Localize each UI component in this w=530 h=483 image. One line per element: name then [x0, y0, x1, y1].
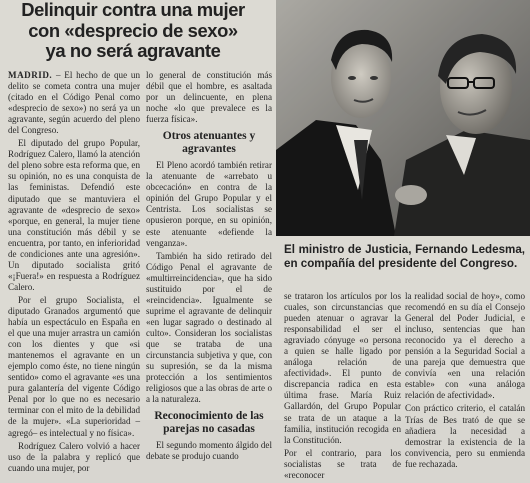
paragraph: También ha sido retirado del Código Penal el agravante de «multirreincidencia», que ha sido sustituido por el de «reincidencia». Igualmente se suprime el agravante de delinquir «en lugar sagrado o destinado al culto». Consideran los socialistas que se trataba de una circunstancia subjetiva y que, con su supresión, se da la misma protección a los sentimientos religiosos que a las obras de arte o a la naturaleza. [146, 250, 272, 405]
subheading: Otros atenuantes y agravantes [162, 130, 256, 156]
lead-paragraph [8, 70, 140, 136]
article-column-4 [405, 291, 525, 472]
article-column-1 [8, 70, 140, 476]
paragraph: se trataron los artículos por los cuales, son circunstancias que pueden atenuar o agravar la responsabilidad el ser el agraviado cónyuge «o persona a quien se halle ligado por análoga relación de afectividad». El punto de discrepancia radica en esta última frase. María Ruiz Gallardón, del Grupo Popular se trata de un ataque a la familia, institución recogida en la Constitución. [284, 291, 401, 445]
paragraph: Con práctico criterio, el catalán Trías de Bes trató de que se añadiera la necesidad a demostrar la existencia de la convivencia, pero su enmienda fue rechazada. [405, 403, 525, 469]
news-photo [276, 0, 530, 236]
photo-caption: El ministro de Justicia, Fernando Ledesma, en compañía del presidente del Congreso. [284, 243, 525, 270]
paragraph: la realidad social de hoy», como recomendó en su día el Consejo General del Poder Judicial, e incluso, sentencias que han reconocido ya el derecho a pensión a la Seguridad Social a una pareja que demuestra que convivía «en una relación estable» con «una análoga relación de afectividad». [405, 291, 525, 401]
headline-line-2: con «desprecio de sexo» [28, 19, 238, 41]
paragraph: Por el grupo Socialista, el diputado Granados argumentó que había un espectáculo en España en el que una mujer arrastra un camión con los dientes y que «si mantenemos el agravante en un ejemplo como éste, no tiene ningún sentido» como el agravante «es una pura galantería del vigente Código Penal por lo que no es necesario terminar con el mito de la debilidad de la mujer». «La superioridad –agregó– es intelectual y no física». [8, 294, 140, 438]
paragraph: El diputado del grupo Popular, Rodríguez Calero, llamó la atención del pleno sobre esta reforma que, en su opinión, no es una conquista de las feministas. Defendió este diputado que se mantuviera el agravante de «desprecio de sexo» «porque, en general, la mujer tiene una constitución más débil y se encuentra, por tanto, en inferioridad de condiciones ante una agresión». Un diputado socialista gritó «¡Fuera!» en respuesta a Rodríguez Calero. [8, 138, 140, 292]
paragraph: Rodríguez Calero volvió a hacer uso de la palabra y replicó que cuando una mujer, por [8, 440, 140, 473]
photo-image [276, 0, 530, 236]
paragraph: El Pleno acordó también retirar la atenuante de «arrebato u obcecación» en contra de la opinión del Grupo Popular y el Centrista. Los socialistas se opusieron porque, en su opinión, este atenuante «defiende la venganza». [146, 160, 272, 248]
paragraph: El segundo momento álgido del debate se produjo cuando [146, 440, 272, 462]
article-column-2 [146, 70, 272, 464]
headline-line-1: Delinquir contra una mujer [21, 0, 245, 20]
article-column-3 [284, 291, 401, 483]
headline-line-3: ya no será agravante [45, 40, 221, 61]
paragraph: lo general de constitución más débil que el hombre, es asaltada por un delincuente, en plena noche «lo que prevalece es la fuerza física». [146, 70, 272, 125]
paragraph: Por el contrario, para los socialistas se trata de «reconocer [284, 447, 401, 480]
subheading: Reconocimiento de las parejas no casadas [154, 410, 264, 436]
lead-text: – El hecho de que un delito se cometa contra una mujer (citado en el Código Penal como «desprecio de sexo») no será ya un agravante, según acuerdo del pleno del Congreso. [8, 70, 140, 136]
headline [6, 0, 260, 62]
dateline: MADRID. [8, 70, 53, 80]
